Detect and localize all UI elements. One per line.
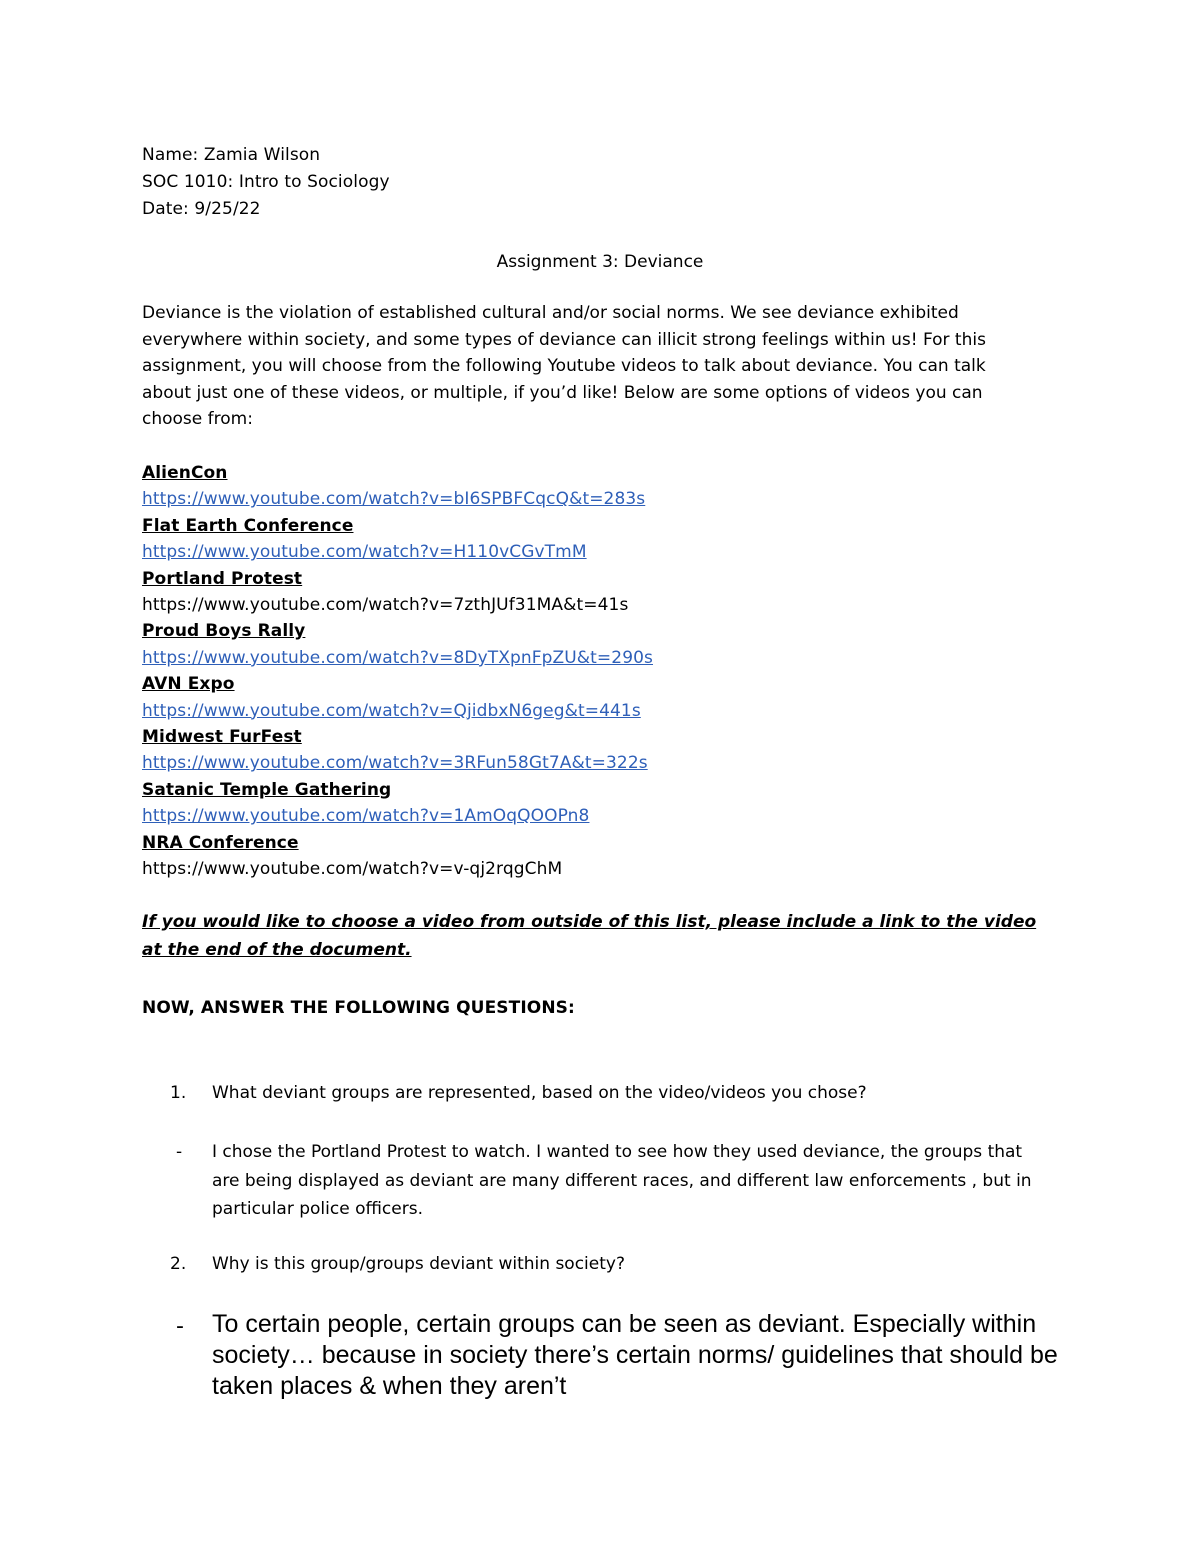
video-label: Satanic Temple Gathering: [142, 779, 392, 800]
video-url-text: https://www.youtube.com/watch?v=7zthJUf31MA&t=41s: [142, 595, 629, 615]
video-url-text: https://www.youtube.com/watch?v=v-qj2rqgChM: [142, 859, 563, 879]
video-label: Midwest FurFest: [142, 727, 302, 747]
student-name: Name: Zamia Wilson: [142, 145, 321, 165]
video-label: Proud Boys Rally: [142, 621, 306, 642]
answer-2-marker: -: [176, 1314, 184, 1339]
video-label: AVN Expo: [142, 674, 235, 695]
assignment-date: Date: 9/25/22: [142, 199, 261, 219]
question-2-number: 2.: [170, 1254, 187, 1274]
question-2-text: Why is this group/groups deviant within society?: [212, 1254, 625, 1274]
question-1-number: 1.: [170, 1083, 187, 1103]
video-link[interactable]: https://www.youtube.com/watch?v=1AmOqQOOPn8: [142, 806, 590, 827]
video-link[interactable]: https://www.youtube.com/watch?v=QjidbxN6geg&t=441s: [142, 700, 641, 721]
answer-1-text: I chose the Portland Protest to watch. I wanted to see how they used deviance, the groups that are being displayed as deviant are many different races, and different law enforcements , but in particular police officers.: [212, 1142, 1032, 1219]
question-1-text: What deviant groups are represented, based on the video/videos you chose?: [212, 1083, 867, 1103]
video-label: Flat Earth Conference: [142, 515, 354, 536]
video-link[interactable]: https://www.youtube.com/watch?v=bI6SPBFCqcQ&t=283s: [142, 489, 646, 510]
video-label: Portland Protest: [142, 568, 303, 589]
video-link[interactable]: https://www.youtube.com/watch?v=8DyTXpnFpZU&t=290s: [142, 647, 653, 668]
assignment-title: Assignment 3: Deviance: [496, 252, 704, 272]
video-link[interactable]: https://www.youtube.com/watch?v=3RFun58Gt7A&t=322s: [142, 753, 648, 774]
video-label: NRA Conference: [142, 832, 299, 853]
video-link[interactable]: https://www.youtube.com/watch?v=H110vCGvTmM: [142, 542, 587, 563]
questions-heading: NOW, ANSWER THE FOLLOWING QUESTIONS:: [142, 998, 575, 1018]
video-label: AlienCon: [142, 463, 228, 483]
answer-1-marker: -: [176, 1142, 183, 1162]
answer-2-text: To certain people, certain groups can be seen as deviant. Especially within society… because in society there’s certain norms/ guidelines that should be taken places & when they aren’t: [212, 1310, 1058, 1400]
outside-video-note: If you would like to choose a video from outside of this list, please include a link to the video at the end of the document.: [142, 912, 1037, 960]
intro-paragraph: Deviance is the violation of established cultural and/or social norms. We see deviance exhibited everywhere within society, and some types of deviance can illicit strong feelings within us! For this assignment, you will choose from the following Youtube videos to talk about deviance. You can talk about just one of these videos, or multiple, if you’d like! Below are some options of videos you can choose from:: [142, 303, 986, 430]
course-name: SOC 1010: Intro to Sociology: [142, 172, 390, 192]
